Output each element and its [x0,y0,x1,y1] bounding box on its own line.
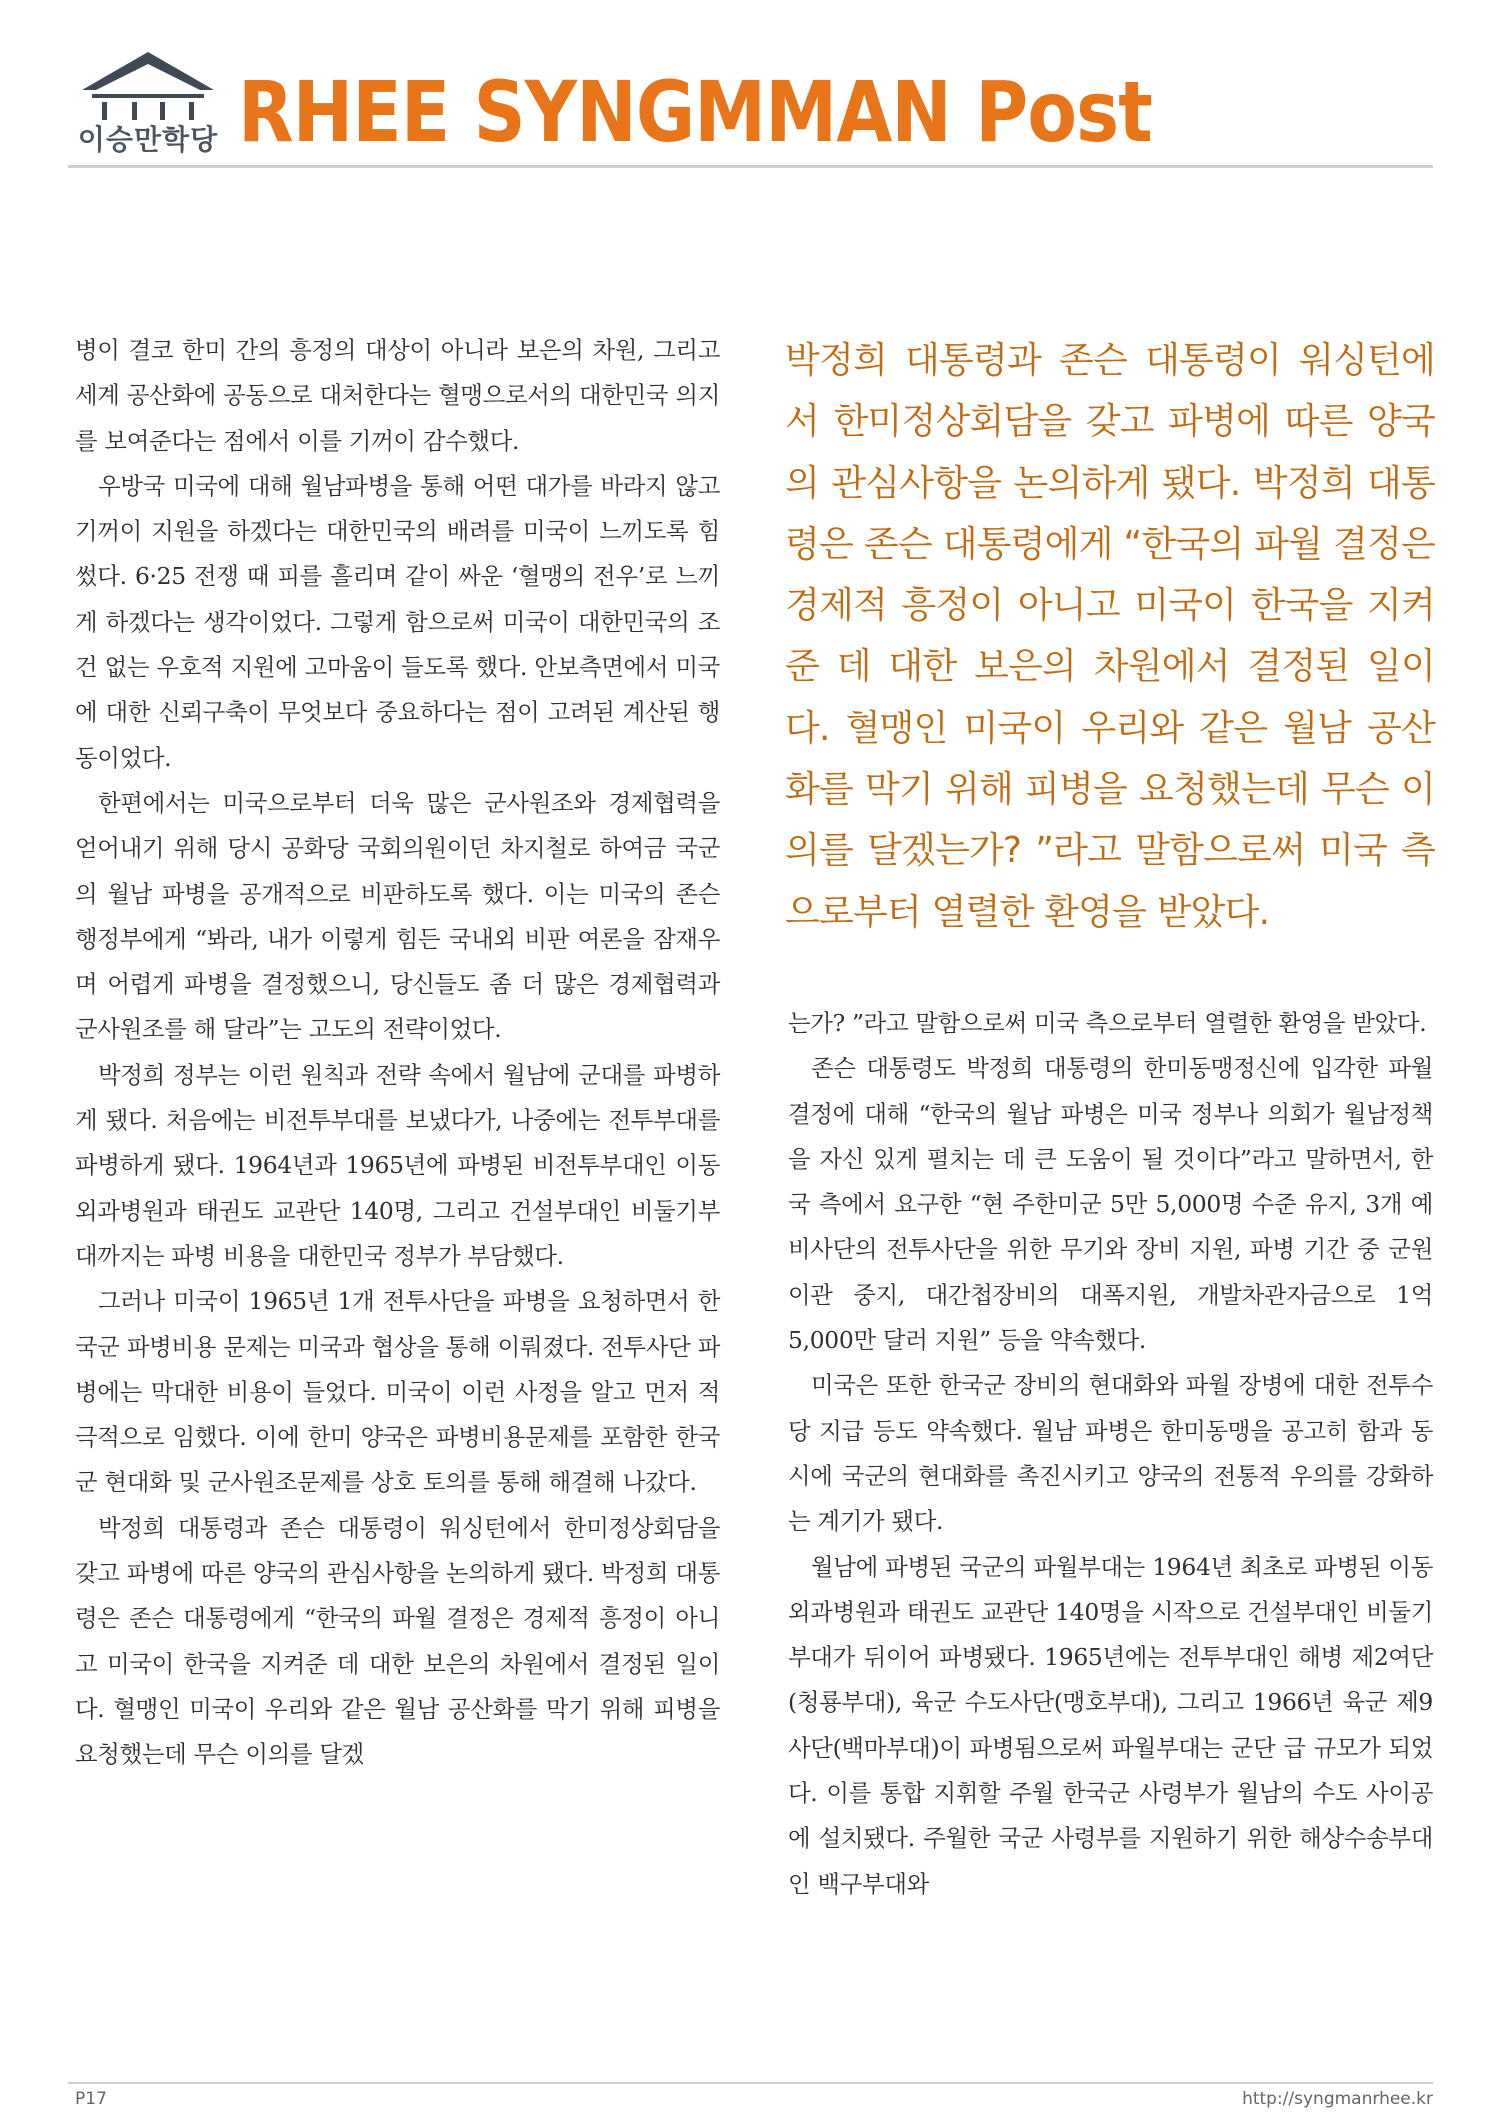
paragraph: 존슨 대통령도 박정희 대통령의 한미동맹정신에 입각한 파월결정에 대해 “한국의 월남 파병은 미국 정부나 의회가 월남정책을 자신 있게 펼치는 데 큰 도움이 될 것이다”라고 말하면서, 한국 측에서 요구한 “현 주한미군 5만 5,000명 수준 유지, 3개 예비사단의 전투사단을 위한 무기와 장비 지원, 파병 기간 중 군원이관 중지, 대간첩장비의 대폭지원, 개발차관자금으로 1억 5,000만 달러 지원” 등을 약속했다. [788,1054,1433,1355]
right-column [788,1001,1433,1907]
masthead-title: RHEE SYNGMMAN Post [238,63,1152,161]
paragraph: 그러나 미국이 1965년 1개 전투사단을 파병을 요청하면서 한국군 파병비용 문제는 미국과 협상을 통해 이뤄졌다. 전투사단 파병에는 막대한 비용이 들었다. 미국이 이런 사정을 알고 먼저 적극적으로 임했다. 이에 한미 양국은 파병비용문제를 포함한 한국군 현대화 및 군사원조문제를 상호 토의를 통해 해결해 나갔다. [75,1287,720,1497]
house-pillars-icon [68,50,228,120]
page-header [0,0,1500,170]
paragraph: 는가? ”라고 말함으로써 미국 측으로부터 열렬한 환영을 받았다. [788,1009,1427,1037]
pull-quote: 박정희 대통령과 존슨 대통령이 워싱턴에서 한미정상회담을 갖고 파병에 따른 양국의 관심사항을 논의하게 됐다. 박정희 대통령은 존슨 대통령에게 “한국의 파월 결정은 경제적 흥정이 아니고 미국이 한국을 지켜준 데 대한 보은의 차원에서 결정된 일이다. 혈맹인 미국이 우리와 같은 월남 공산화를 막기 위해 피병을 요청했는데 무슨 이의를 달겠는가? ”라고 말함으로써 미국 측으로부터 열렬한 환영을 받았다. [785,340,1435,933]
paragraph: 한편에서는 미국으로부터 더욱 많은 군사원조와 경제협력을 얻어내기 위해 당시 공화당 국회의원이던 차지철로 하여금 국군의 월남 파병을 공개적으로 비판하도록 했다. 이는 미국의 존슨 행정부에게 “봐라, 내가 이렇게 힘든 국내외 비판 여론을 잠재우며 어렵게 파병을 결정했으니, 당신들도 좀 더 많은 경제협력과 군사원조를 해 달라”는 고도의 전략이었다. [75,788,720,1044]
paragraph: 박정희 대통령과 존슨 대통령이 워싱턴에서 한미정상회담을 갖고 파병에 따른 양국의 관심사항을 논의하게 됐다. 박정희 대통령은 존슨 대통령에게 “한국의 파월 결정은 경제적 흥정이 아니고 미국이 한국을 지켜준 데 대한 보은의 차원에서 결정된 일이다. 혈맹인 미국이 우리와 같은 월남 공산화를 막기 위해 피병을 요청했는데 무슨 이의를 달겠 [75,1513,720,1769]
paragraph: 병이 결코 한미 간의 흥정의 대상이 아니라 보은의 차원, 그리고 세계 공산화에 공동으로 대처한다는 혈맹으로서의 대한민국 의지를 보여준다는 점에서 이를 기꺼이 감수했다. [75,336,720,455]
logo-text: 이승만학당 [77,123,219,156]
page-number: P17 [75,2089,107,2109]
paragraph: 박정희 정부는 이런 원칙과 전략 속에서 월남에 군대를 파병하게 됐다. 처음에는 비전투부대를 보냈다가, 나중에는 전투부대를 파병하게 됐다. 1964년과 1965년에 파병된 비전투부대인 이동외과병원과 태권도 교관단 140명, 그리고 건설부대인 비둘기부대까지는 파병 비용을 대한민국 정부가 부담했다. [75,1060,720,1270]
paragraph: 미국은 또한 한국군 장비의 현대화와 파월 장병에 대한 전투수당 지급 등도 약속했다. 월남 파병은 한미동맹을 공고히 함과 동시에 국군의 현대화를 촉진시키고 양국의 전통적 우의를 강화하는 계기가 됐다. [788,1371,1433,1536]
footer-divider [68,2082,1433,2084]
paragraph: 월남에 파병된 국군의 파월부대는 1964년 최초로 파병된 이동외과병원과 태권도 교관단 140명을 시작으로 건설부대인 비둘기부대가 뒤이어 파병됐다. 1965년에는 전투부대인 해병 제2여단(청룡부대), 육군 수도사단(맹호부대), 그리고 1966년 육군 제9사단(백마부대)이 파병됨으로써 파월부대는 군단 급 규모가 되었다. 이를 통합 지휘할 주월 한국군 사령부가 월남의 수도 사이공에 설치됐다. 주월한 국군 사령부를 지원하기 위한 해상수송부대인 백구부대와 [788,1552,1433,1898]
left-column [75,328,720,1778]
header-divider [68,165,1433,168]
website-link[interactable]: http://syngmanrhee.kr [1242,2089,1433,2109]
logo [68,50,228,162]
paragraph: 우방국 미국에 대해 월남파병을 통해 어떤 대가를 바라지 않고 기꺼이 지원을 하겠다는 대한민국의 배려를 미국이 느끼도록 힘썼다. 6·25 전쟁 때 피를 흘리며 같이 싸운 ‘혈맹의 전우’로 느끼게 하겠다는 생각이었다. 그렇게 함으로써 미국이 대한민국의 조건 없는 우호적 지원에 고마움이 들도록 했다. 안보측면에서 미국에 대한 신뢰구축이 무엇보다 중요하다는 점이 고려된 계산된 행동이었다. [75,471,720,772]
